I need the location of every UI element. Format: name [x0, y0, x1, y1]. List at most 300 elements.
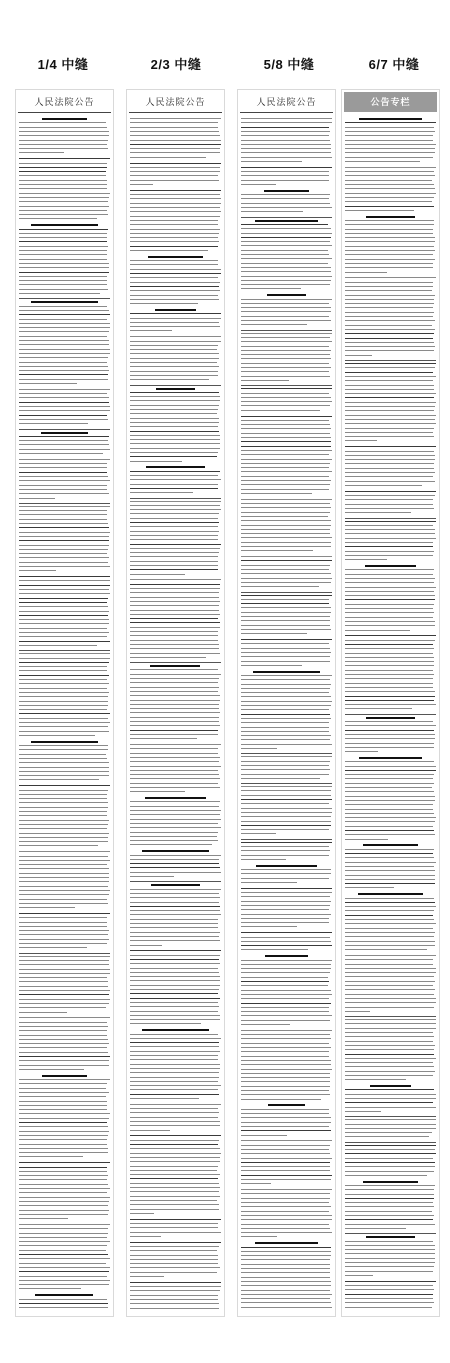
text-line [19, 1271, 109, 1272]
text-line [130, 1272, 217, 1273]
text-line [345, 376, 436, 377]
text-line [19, 779, 99, 780]
text-line [241, 467, 329, 468]
text-line [241, 416, 332, 417]
text-line [241, 450, 332, 451]
text-line [130, 1006, 219, 1007]
text-line [241, 964, 331, 965]
text-line [345, 985, 433, 986]
text-line [241, 1277, 330, 1278]
gutter-strip-4 [342, 90, 439, 1316]
text-line [130, 819, 221, 820]
text-line [130, 1140, 219, 1141]
text-line [130, 157, 206, 158]
text-line [345, 1041, 433, 1042]
text-line [345, 906, 436, 907]
text-line [19, 798, 107, 799]
text-line [345, 761, 434, 762]
text-line [345, 1171, 434, 1172]
text-line [130, 827, 221, 828]
text-line [345, 910, 434, 911]
text-line [345, 898, 434, 899]
text-line [19, 913, 110, 914]
text-line [19, 593, 110, 594]
text-line [345, 683, 433, 684]
text-line [345, 495, 435, 496]
text-line [241, 454, 329, 455]
text-line [345, 964, 433, 965]
text-line [130, 791, 185, 792]
text-line [19, 692, 109, 693]
text-line [19, 860, 110, 861]
text-line [130, 1121, 220, 1122]
text-line [345, 915, 433, 916]
text-line [241, 869, 331, 870]
text-line [19, 999, 110, 1000]
text-line [345, 1011, 370, 1012]
text-line [130, 1290, 220, 1291]
text-line [19, 934, 108, 935]
text-line [19, 709, 107, 710]
text-line [241, 410, 320, 411]
text-line [19, 206, 109, 207]
text-line [241, 556, 332, 557]
text-line [130, 574, 185, 575]
text-line [130, 131, 219, 132]
text-line [345, 538, 436, 539]
text-line [345, 657, 434, 658]
text-line [241, 607, 331, 608]
text-line [241, 1272, 330, 1273]
text-line [130, 409, 218, 410]
text-line [345, 201, 432, 202]
text-line [19, 353, 110, 354]
text-line [130, 396, 220, 397]
text-line [19, 1179, 107, 1180]
text-line [130, 968, 218, 969]
text-line [241, 537, 332, 538]
text-line [241, 1179, 331, 1180]
text-line [19, 666, 107, 667]
text-line [19, 658, 110, 659]
text-line [241, 516, 328, 517]
text-line [130, 695, 220, 696]
text-line [130, 950, 221, 951]
text-line [241, 744, 332, 745]
text-line [130, 627, 220, 628]
text-line [345, 730, 434, 731]
text-line [241, 1259, 330, 1260]
text-line [148, 256, 203, 258]
text-line [130, 148, 220, 149]
text-line [19, 1192, 107, 1193]
text-line [130, 734, 218, 735]
text-line [345, 1149, 435, 1150]
text-line [370, 1085, 412, 1087]
text-line [19, 619, 109, 620]
text-line [241, 405, 330, 406]
text-line [241, 446, 331, 447]
text-line [241, 949, 308, 950]
text-line [19, 1148, 108, 1149]
text-line [19, 493, 109, 494]
text-line [241, 1015, 332, 1016]
text-line [241, 661, 330, 662]
text-line [19, 877, 109, 878]
text-line [19, 1135, 108, 1136]
text-line [19, 1241, 110, 1242]
text-line [19, 990, 110, 991]
text-line [19, 701, 108, 702]
text-line [19, 1224, 110, 1225]
text-line [241, 941, 331, 942]
text-line [345, 272, 387, 273]
text-line [345, 254, 433, 255]
text-line [130, 330, 172, 331]
text-line [345, 184, 434, 185]
text-line [241, 882, 297, 883]
text-line [130, 233, 219, 234]
text-line [345, 826, 433, 827]
text-line [19, 1022, 107, 1023]
text-line [130, 1200, 217, 1201]
text-line [345, 233, 433, 234]
text-line [130, 175, 218, 176]
text-line [241, 144, 331, 145]
column-title-2: 2/3 中缝 [150, 57, 202, 72]
section-divider [241, 592, 332, 593]
text-line [345, 725, 436, 726]
text-line [19, 1003, 109, 1004]
text-line [19, 1237, 107, 1238]
text-line [345, 1211, 432, 1212]
text-line [241, 276, 332, 277]
text-line [345, 853, 433, 854]
text-line [130, 923, 218, 924]
text-line [345, 1258, 435, 1259]
text-line [241, 892, 332, 893]
text-line [19, 122, 106, 123]
text-line [130, 471, 220, 472]
text-line [241, 901, 331, 902]
text-line [345, 206, 434, 207]
text-line [345, 1066, 434, 1067]
text-line [130, 518, 218, 519]
text-line [241, 520, 331, 521]
text-line [241, 1166, 330, 1167]
text-line [241, 380, 289, 381]
text-line [345, 329, 435, 330]
text-line [130, 610, 219, 611]
text-line [345, 1219, 433, 1220]
text-line [19, 1280, 110, 1281]
text-line [345, 595, 435, 596]
text-line [19, 193, 110, 194]
section-divider [345, 1116, 436, 1117]
text-line [241, 1307, 332, 1308]
section-divider [130, 498, 221, 499]
text-line [345, 1032, 433, 1033]
text-line [130, 1227, 218, 1228]
section-divider [19, 503, 110, 504]
text-line [241, 1090, 329, 1091]
text-line [130, 584, 220, 585]
text-line [345, 1245, 435, 1246]
text-line [130, 1064, 220, 1065]
text-line [345, 499, 433, 500]
text-line [345, 338, 433, 339]
text-line [19, 171, 106, 172]
text-line [130, 844, 212, 845]
text-line [241, 821, 331, 822]
text-line [241, 175, 329, 176]
text-line [241, 735, 331, 736]
text-line [130, 597, 219, 598]
text-line [130, 669, 218, 670]
text-line [19, 1152, 108, 1153]
text-line [19, 1167, 107, 1168]
text-line [130, 1196, 220, 1197]
text-line [345, 410, 434, 411]
text-line [241, 595, 332, 596]
text-line [19, 250, 107, 251]
text-line [19, 284, 107, 285]
text-line [130, 277, 218, 278]
text-line [345, 787, 432, 788]
text-line [241, 722, 329, 723]
text-line [241, 1099, 321, 1100]
text-line [130, 622, 220, 623]
text-line [19, 419, 108, 420]
text-line [241, 643, 329, 644]
text-line [19, 679, 107, 680]
text-line [241, 1206, 331, 1207]
text-line [19, 263, 109, 264]
text-line [345, 700, 434, 701]
text-line [130, 867, 220, 868]
text-line [19, 785, 110, 786]
text-line [19, 973, 110, 974]
text-line [345, 144, 436, 145]
text-line [345, 1202, 433, 1203]
text-line [241, 1268, 330, 1269]
text-line [241, 1135, 287, 1136]
text-line [241, 1051, 329, 1052]
text-line [19, 917, 107, 918]
text-line [130, 1089, 218, 1090]
text-line [345, 1058, 436, 1059]
text-line [130, 840, 218, 841]
text-line [130, 823, 218, 824]
text-line [241, 761, 330, 762]
text-line [345, 604, 434, 605]
text-line [345, 167, 436, 168]
text-line [130, 753, 218, 754]
text-line [241, 1290, 330, 1291]
text-line [345, 451, 434, 452]
text-line [241, 1094, 330, 1095]
text-line [345, 152, 435, 153]
text-line [345, 1224, 435, 1225]
text-line [130, 561, 218, 562]
text-line [19, 641, 110, 642]
text-line [130, 443, 220, 444]
text-line [241, 816, 331, 817]
text-line [241, 765, 329, 766]
text-line [130, 801, 220, 802]
gutter-strip-1 [16, 90, 113, 1316]
text-line [130, 211, 221, 212]
text-line [241, 692, 329, 693]
text-line [345, 380, 433, 381]
text-line [130, 897, 220, 898]
text-line [130, 1204, 219, 1205]
text-line [155, 309, 197, 311]
text-line [345, 648, 434, 649]
text-line [130, 806, 219, 807]
text-line [19, 837, 108, 838]
text-line [130, 565, 218, 566]
text-line [241, 420, 329, 421]
text-line [241, 499, 332, 500]
text-line [345, 817, 436, 818]
text-line [19, 589, 109, 590]
text-line [345, 468, 434, 469]
text-line [345, 415, 436, 416]
text-line [345, 372, 433, 373]
text-line [19, 851, 110, 852]
text-line [130, 1209, 219, 1210]
text-line [241, 546, 331, 547]
text-line [345, 1307, 432, 1308]
column-title-3: 5/8 中缝 [263, 57, 315, 72]
text-line [345, 140, 433, 141]
text-line [241, 542, 331, 543]
text-line [130, 426, 218, 427]
text-line [345, 704, 436, 705]
text-line [19, 662, 109, 663]
text-line [345, 1094, 436, 1095]
text-line [345, 171, 434, 172]
text-line [130, 1098, 199, 1099]
text-line [19, 930, 109, 931]
text-line [19, 899, 107, 900]
text-line [19, 964, 109, 965]
text-line [19, 994, 109, 995]
text-line [241, 1038, 331, 1039]
text-line [241, 639, 332, 640]
strip-text-body-1 [19, 116, 110, 1312]
text-line [31, 301, 98, 303]
text-line [130, 989, 219, 990]
text-line [130, 863, 219, 864]
text-line [19, 576, 110, 577]
text-line [19, 705, 108, 706]
text-line [345, 582, 434, 583]
text-line [19, 152, 64, 153]
text-line [19, 553, 107, 554]
text-line [241, 714, 330, 715]
text-line [345, 1098, 436, 1099]
text-line [345, 472, 435, 473]
text-line [241, 701, 332, 702]
text-line [19, 314, 110, 315]
text-line [345, 1175, 427, 1176]
text-line [241, 560, 332, 561]
text-line [345, 485, 422, 486]
text-line [241, 1069, 332, 1070]
text-line [241, 258, 332, 259]
text-line [241, 778, 320, 779]
text-line [19, 675, 109, 676]
text-line [345, 402, 436, 403]
text-line [255, 1242, 317, 1244]
text-line [130, 1135, 221, 1136]
text-line [130, 1144, 218, 1145]
text-line [345, 346, 435, 347]
strip-header-2: 人民法院公告 [129, 92, 222, 113]
text-line [130, 184, 153, 185]
text-line [345, 687, 433, 688]
text-line [130, 203, 221, 204]
text-line [345, 299, 434, 300]
text-line [345, 653, 433, 654]
text-line [241, 829, 329, 830]
text-line [19, 894, 109, 895]
text-line [345, 1132, 432, 1133]
text-line [241, 1145, 330, 1146]
text-line [19, 402, 109, 403]
text-line [19, 722, 110, 723]
text-line [130, 730, 218, 731]
text-line [241, 739, 330, 740]
text-line [130, 422, 219, 423]
text-line [241, 303, 329, 304]
text-line [19, 127, 107, 128]
text-line [345, 608, 433, 609]
text-line [241, 263, 328, 264]
text-line [130, 392, 219, 393]
text-line [130, 461, 182, 462]
text-line [19, 939, 109, 940]
text-line [130, 273, 221, 274]
text-line [19, 254, 107, 255]
text-line [345, 250, 435, 251]
text-line [345, 122, 436, 123]
text-line [130, 1104, 221, 1105]
text-line [241, 489, 329, 490]
text-line [19, 210, 107, 211]
text-line [19, 383, 77, 384]
text-line [241, 1056, 329, 1057]
text-line [19, 1299, 107, 1300]
text-line [345, 870, 435, 871]
text-line [130, 552, 219, 553]
text-line [19, 1079, 110, 1080]
text-line [345, 1102, 433, 1103]
text-line [345, 504, 433, 505]
text-line [345, 491, 436, 492]
text-line [345, 1049, 434, 1050]
text-line [19, 514, 107, 515]
text-line [19, 323, 110, 324]
text-line [130, 972, 219, 973]
text-line [130, 1178, 218, 1179]
text-line [130, 1125, 220, 1126]
text-line [241, 633, 307, 634]
text-line [345, 333, 434, 334]
text-line [19, 1188, 110, 1189]
